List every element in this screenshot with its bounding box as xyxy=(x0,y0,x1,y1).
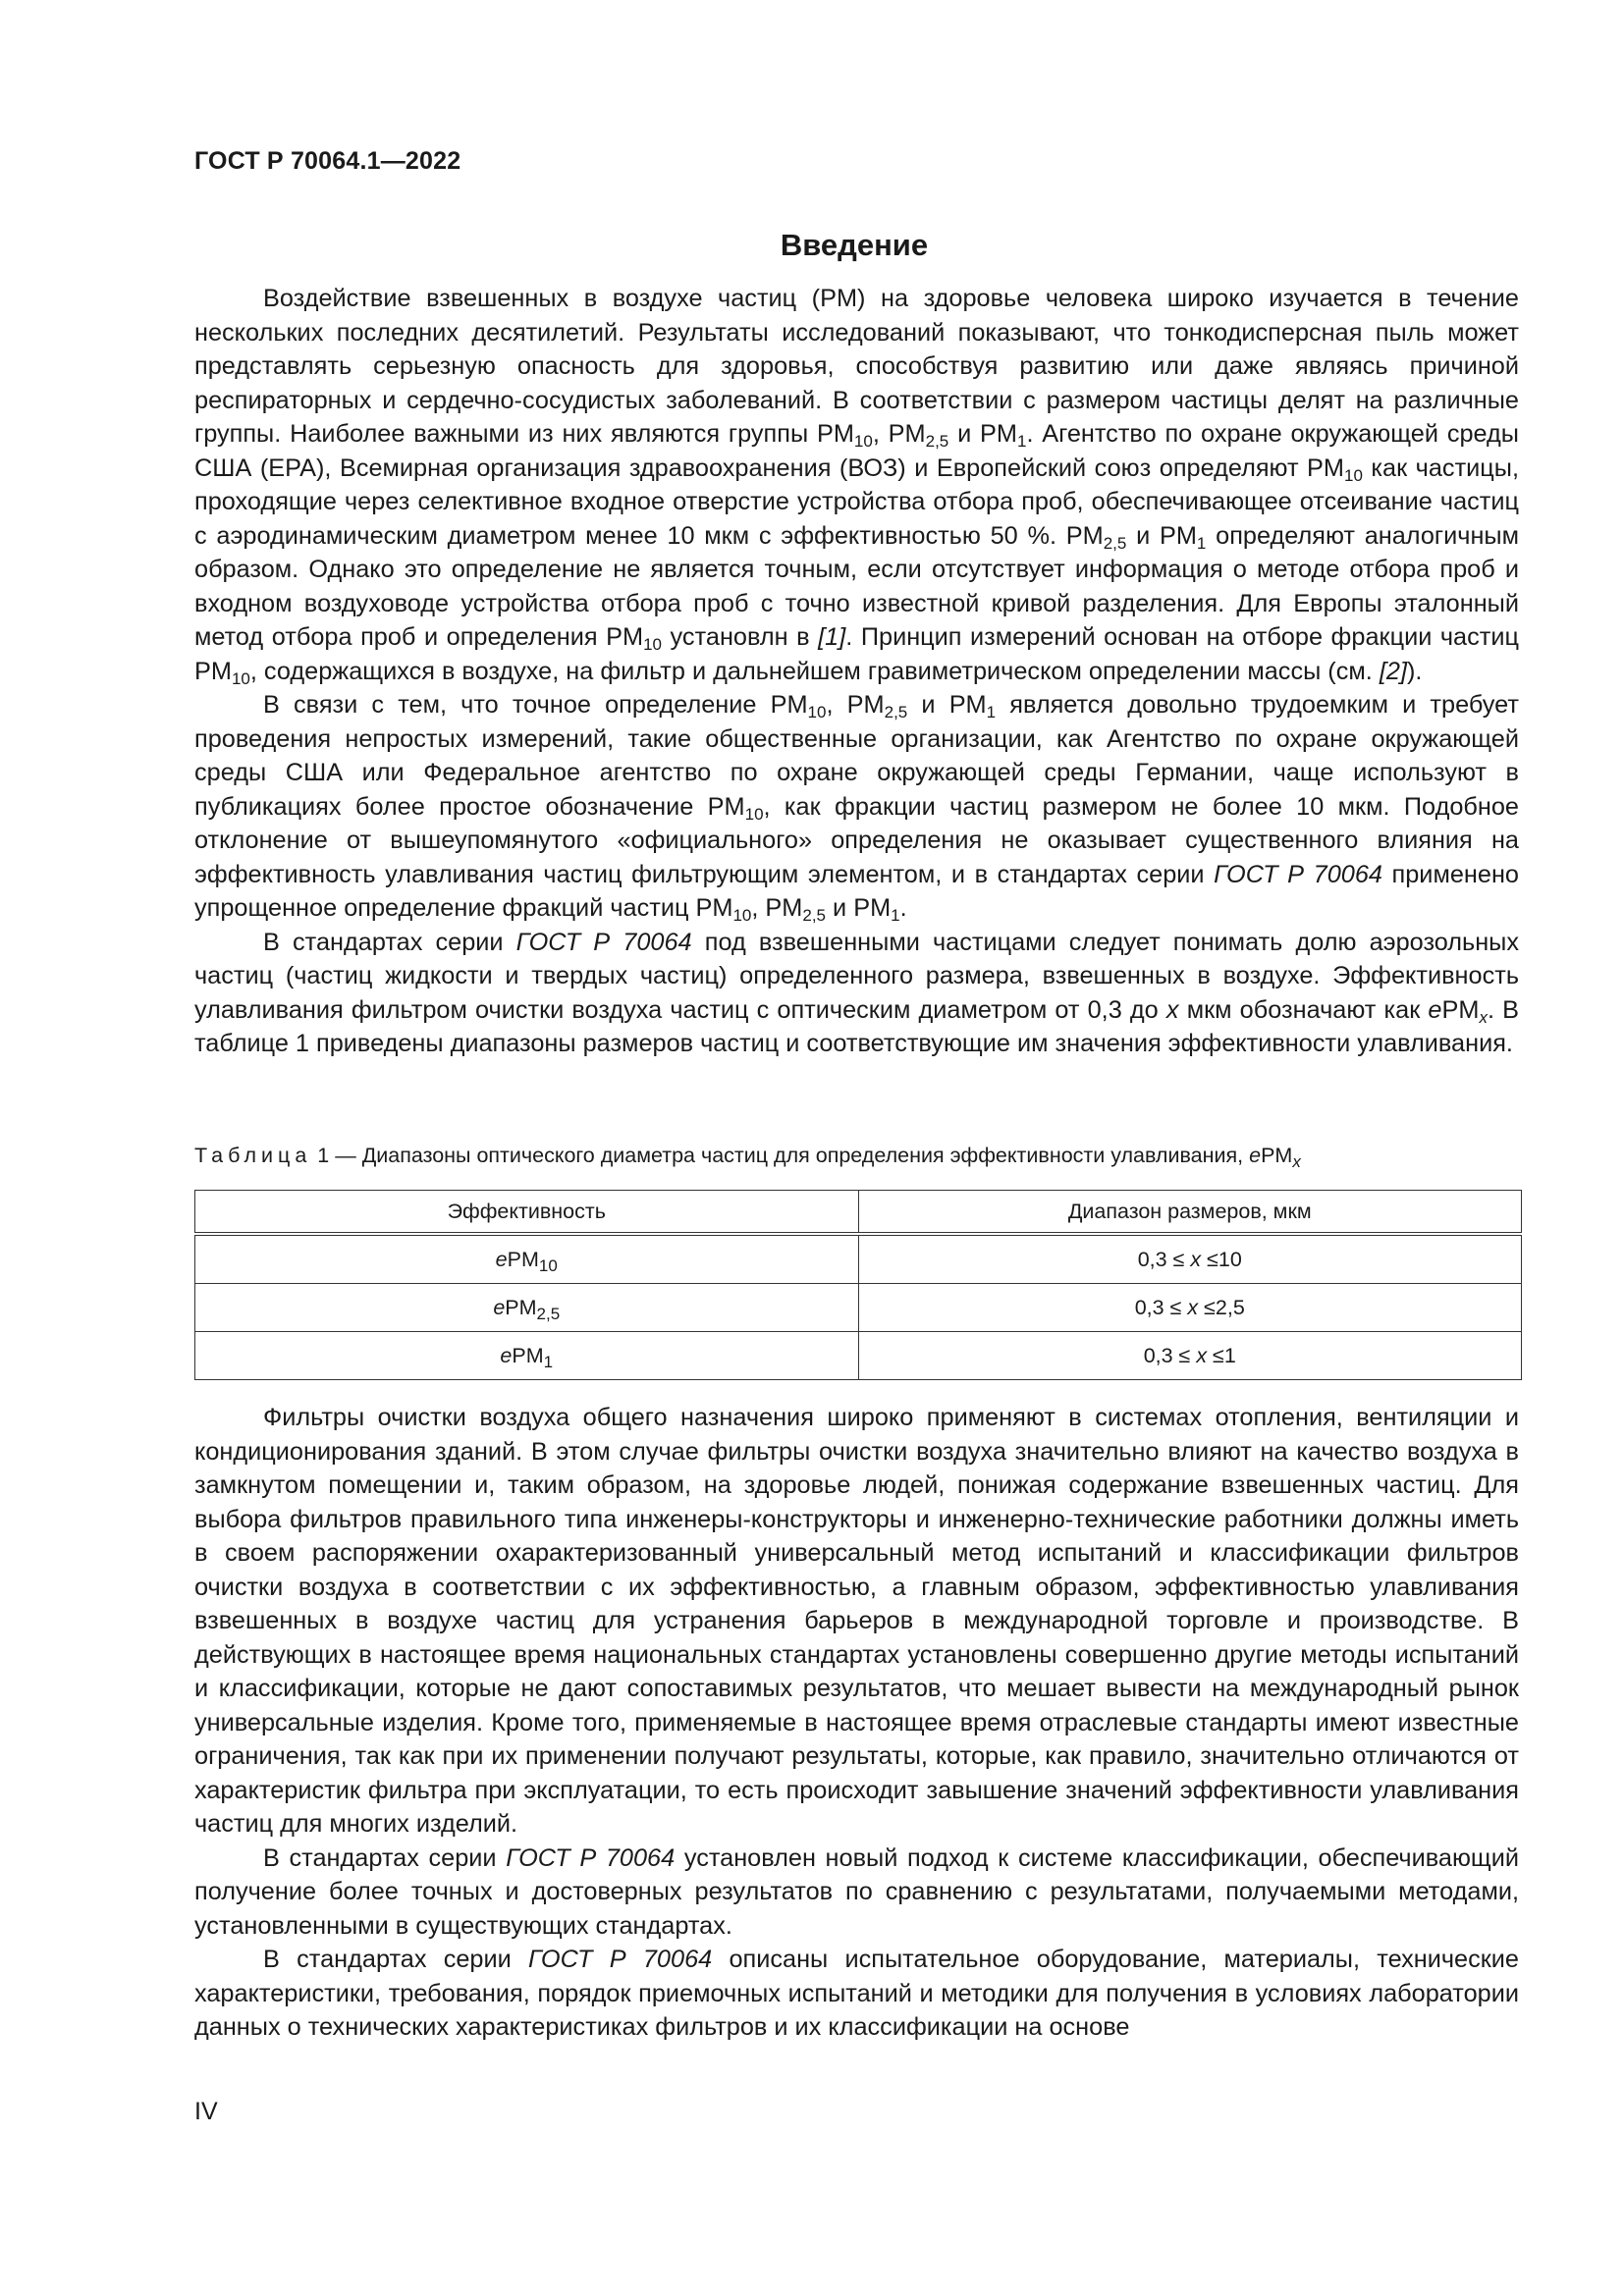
intro-text-top xyxy=(194,282,1519,1061)
table-row xyxy=(195,1234,1522,1284)
table-row xyxy=(195,1332,1522,1380)
intro-text-bottom xyxy=(194,1401,1519,2045)
table-cell-range: 0,3 ≤ x ≤10 xyxy=(858,1234,1522,1284)
document-header: ГОСТ Р 70064.1—2022 xyxy=(194,147,461,175)
paragraph-5: В стандартах серии ГОСТ Р 70064 установлен новый подход к системе классификации, обеспечивающий получение более точных и достоверных результатов по сравнению с результатами, получаемыми методами, установленными в существующих стандартах. xyxy=(194,1843,1519,1940)
reference-1: [1] xyxy=(818,623,846,651)
table-cell-efficiency: ePM$_1$ xyxy=(195,1332,859,1380)
table-cell-efficiency: ePM$_{10}$ xyxy=(195,1234,859,1284)
efficiency-table xyxy=(194,1190,1522,1380)
table-caption: Таблица 1 — Диапазоны оптического диаметра частиц для определения эффективности улавливания, ePM$_x$ xyxy=(194,1144,1301,1171)
paragraph-6: В стандартах серии ГОСТ Р 70064 описаны испытательное оборудование, материалы, технические характеристики, требования, порядок приемочных испытаний и методики для получения в условиях лаборатории данных о технических характеристиках фильтров и их классификации на основе xyxy=(194,1946,1519,2041)
table-header-efficiency: Эффективность xyxy=(195,1191,859,1235)
page-number: IV xyxy=(194,2098,218,2125)
paragraph-1: Воздействие взвешенных в воздухе частиц (PM) на здоровье человека широко изучается в течение нескольких последних десятилетий. Результаты исследований показывают, что тонкодисперсная пыль может представлять серьезную опасность для здоровья, способствуя развитию или даже являясь причиной респираторных и сердечно-сосудистых заболеваний. В соответствии с размером частицы делят на различные группы. Наиболее важными из них являются группы $PM_{10}$, $PM_{2,5}$ и $PM_1$. Агентство по охране окружающей среды США (EPA), Всемирная организация здравоохранения (ВОЗ) и Европейский союз определяют $PM_{10}$ как частицы, проходящие через селективное входное отверстие устройства отбора проб, обеспечивающее отсеивание частиц с аэродинамическим диаметром менее 10 мкм с эффективностью 50 %. $PM_{2,5}$ и $PM_1$ определяют аналогичным образом. Однако это определение не является точным, если отсутствует информация о методе отбора проб и входном воздуховоде устройства отбора проб с точно известной кривой разделения. Для Европы эталонный метод отбора проб и определения $PM_{10}$ установлн в [1]. Принцип измерений основан на отборе фракции частиц $PM_{10}$, содержащихся в воздухе, на фильтр и дальнейшем гравиметрическом определении массы (см. [2]). xyxy=(194,285,1519,688)
section-title: Введение xyxy=(780,228,929,262)
reference-2: [2] xyxy=(1379,657,1407,685)
table-cell-efficiency: ePM$_{2,5}$ xyxy=(195,1284,859,1332)
table-row xyxy=(195,1284,1522,1332)
paragraph-2: В связи с тем, что точное определение $PM_{10}$, $PM_{2,5}$ и $PM_1$ является довольно трудоемким и требует проведения непростых измерений, такие общественные организации, как Агентство по охране окружающей среды США или Федеральное агентство по охране окружающей среды Германии, чаще используют в публикациях более простое обозначение $PM_{10}$, как фракции частиц размером не более 10 мкм. Подобное отклонение от вышеупомянутого «официального» определения не оказывает существенного влияния на эффективность улавливания частиц фильтрующим элементом, и в стандартах серии ГОСТ Р 70064 применено упрощенное определение фракций частиц $PM_{10}$, $PM_{2,5}$ и $PM_1$. xyxy=(194,691,1519,925)
table-cell-range: 0,3 ≤ x ≤2,5 xyxy=(858,1284,1522,1332)
table-cell-range: 0,3 ≤ x ≤1 xyxy=(858,1332,1522,1380)
paragraph-4: Фильтры очистки воздуха общего назначения широко применяют в системах отопления, вентиляции и кондиционирования зданий. В этом случае фильтры очистки воздуха значительно влияют на качество воздуха в замкнутом помещении и, таким образом, на здоровье людей, понижая содержание взвешенных частиц. Для выбора фильтров правильного типа инженеры-конструкторы и инженерно-технические работники должны иметь в своем распоряжении охарактеризованный универсальный метод испытаний и классификации фильтров очистки воздуха в соответствии с их эффективностью, а главным образом, эффективностью улавливания взвешенных в воздухе частиц для устранения барьеров в международной торговле и производстве. В действующих в настоящее время национальных стандартах установлены совершенно другие методы испытаний и классификации, которые не дают сопоставимых результатов, что мешает вывести на международный рынок универсальные изделия. Кроме того, применяемые в настоящее время отраслевые стандарты имеют известные ограничения, так как при их применении получают результаты, которые, как правило, значительно отличаются от характеристик фильтра при эксплуатации, то есть происходит завышение значений эффективности улавливания частиц для многих изделий. xyxy=(194,1404,1519,1838)
table-header-range: Диапазон размеров, мкм xyxy=(858,1191,1522,1235)
paragraph-3: В стандартах серии ГОСТ Р 70064 под взвешенными частицами следует понимать долю аэрозольных частиц (частиц жидкости и твердых частиц) определенного размера, взвешенных в воздухе. Эффективность улавливания фильтром очистки воздуха частиц с оптическим диаметром от 0,3 до x мкм обозначают как ePM$_x$. В таблице 1 приведены диапазоны размеров частиц и соответствующие им значения эффективности улавливания. xyxy=(194,928,1520,1057)
